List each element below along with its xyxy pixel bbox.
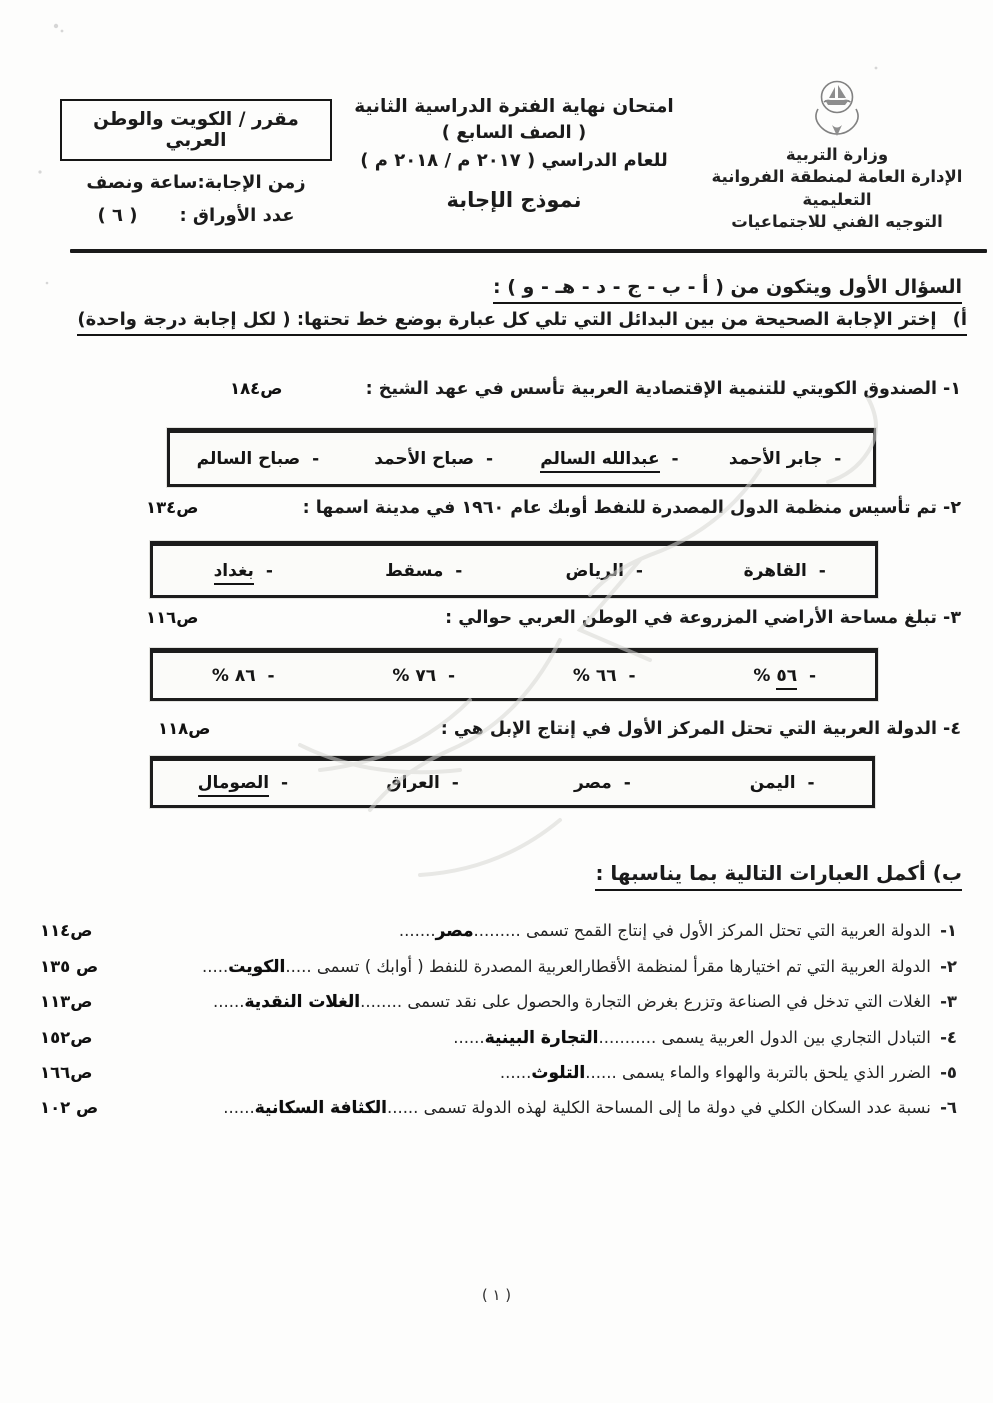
option-dash: - <box>629 560 643 581</box>
papers-count-value: ( ٦ ) <box>97 205 138 226</box>
exam-title-line: امتحان نهاية الفترة الدراسية الثانية <box>354 96 674 117</box>
section1-title-text: السؤال الأول ويتكون من ( أ - ب - ج - د - هـ - و ) : <box>493 276 962 304</box>
options-box <box>150 648 878 701</box>
item-answer: الغلات النقدية <box>244 992 361 1012</box>
option-label: مصر <box>573 773 612 793</box>
item-number: ٤- <box>940 1028 957 1047</box>
option-label: ٨٦ <box>234 665 256 686</box>
option-dash: - <box>442 665 456 686</box>
item-answer: التلوث <box>531 1063 586 1083</box>
blank-dots: ...... <box>386 1098 419 1117</box>
page-reference: ص١١٣ <box>40 992 93 1011</box>
grade-line: ( الصف السابع ) <box>441 122 587 143</box>
page-reference: ص١٥٢ <box>40 1028 93 1047</box>
part-a-label: أ) <box>952 309 967 330</box>
item-number: ٣- <box>940 992 957 1011</box>
options-box <box>150 756 875 808</box>
blank-dots: ..... <box>285 957 312 976</box>
part-a-instruction-text: إختر الإجابة الصحيحة من بين البدائل التي تلي كل عبارة بوضع خط تحتها: ( لكل إجابة درجة واحدة) <box>77 309 937 330</box>
option <box>212 666 275 686</box>
option-dash: - <box>801 773 815 793</box>
option-label: مسقط <box>385 560 444 581</box>
ministry-supervision: التوجيه الفني للاجتماعيات <box>731 211 943 231</box>
completion-item <box>40 1028 957 1048</box>
item-statement: الدولة العربية التي تم اختيارها مقرأ لمنظمة الأقطارالعربية المصدرة للنفط ( أوابك ) تسمى <box>311 957 937 976</box>
page-reference: ص١١٤ <box>40 921 93 940</box>
item-answer: الكويت <box>228 957 286 977</box>
completion-item <box>40 1098 957 1118</box>
completion-item-text <box>202 957 957 977</box>
option <box>574 773 631 793</box>
option <box>392 666 455 686</box>
option-suffix: % <box>753 665 777 686</box>
page-reference: ص١٦٦ <box>40 1063 93 1082</box>
blank-dots: ......... <box>473 921 521 940</box>
option <box>573 666 636 686</box>
option-correct-answer <box>214 561 273 581</box>
option-suffix: % <box>392 665 416 686</box>
option-dash: - <box>812 560 826 581</box>
question-text: ١- الصندوق الكويتي للتنمية الإقتصادية العربية تأسس في عهد الشيخ : <box>365 379 961 399</box>
item-number: ٥- <box>940 1063 957 1082</box>
option-dash: - <box>665 448 679 469</box>
page-reference: ص ١٠٢ <box>40 1098 99 1117</box>
blank-dots: ..... <box>202 957 229 976</box>
option-dash: - <box>445 773 459 793</box>
option-correct-answer <box>540 449 678 469</box>
option-dash: - <box>828 448 842 469</box>
option-dash: - <box>480 448 494 469</box>
course-name-box: مقرر / الكويت والوطن العربي <box>60 99 332 161</box>
item-statement: التبادل التجاري بين الدول العربية يسمى <box>656 1028 937 1047</box>
completion-item-text <box>500 1063 957 1083</box>
completion-item <box>40 992 957 1012</box>
option-dash: - <box>622 665 636 686</box>
option-label: ٥٦ <box>776 666 797 690</box>
course-header-block <box>60 99 332 226</box>
item-number: ٢- <box>940 957 957 976</box>
mcq-question-line <box>146 608 961 628</box>
school-year-line: للعام الدراسي ( ٢٠١٧ م / ٢٠١٨ م ) <box>360 150 668 171</box>
completion-item <box>40 921 957 941</box>
options-box <box>167 428 876 487</box>
ministry-header-block <box>691 76 983 233</box>
option-dash: - <box>449 560 463 581</box>
part-a-instruction <box>77 309 967 336</box>
option-label: ٧٦ <box>415 665 437 686</box>
page-reference: ص ١٣٥ <box>40 957 99 976</box>
option <box>374 449 493 469</box>
exam-title-block <box>318 96 710 212</box>
completion-item-text <box>453 1028 957 1048</box>
item-statement: الدولة العربية التي تحتل المركز الأول في إنتاج القمح تسمى <box>520 921 937 940</box>
blank-dots: ...... <box>499 1063 532 1082</box>
item-answer: مصر <box>435 921 474 941</box>
page-reference: ص١١٦ <box>146 608 199 627</box>
option <box>566 561 643 581</box>
page-reference: ص١٨٤ <box>230 379 283 398</box>
completion-item-text <box>213 992 957 1012</box>
option-dash: - <box>261 665 275 686</box>
section1-title <box>493 276 962 304</box>
mcq-question-line <box>146 498 961 518</box>
kuwait-emblem-icon <box>808 76 866 138</box>
blank-dots: ....... <box>398 921 436 940</box>
option-label: الرياض <box>565 560 624 581</box>
option-label: العراق <box>386 773 440 793</box>
option <box>744 561 826 581</box>
completion-item-text <box>399 921 957 941</box>
item-answer: الكثافة السكانية <box>254 1098 387 1118</box>
option <box>197 449 320 469</box>
blank-dots: ........... <box>598 1028 657 1047</box>
mcq-question-line <box>230 379 961 399</box>
header-divider-line <box>70 249 987 253</box>
blank-dots: ...... <box>453 1028 485 1047</box>
option-dash: - <box>259 560 273 581</box>
completion-item <box>40 1063 957 1083</box>
option-label: ٦٦ <box>595 665 617 686</box>
item-statement: نسبة عدد السكان الكلي في دولة ما إلى المساحة الكلية لهذه الدولة تسمى <box>418 1098 937 1117</box>
options-box <box>150 541 878 598</box>
page-reference: ص١٣٤ <box>146 498 199 517</box>
item-statement: الغلات التي تدخل في الصناعة وتزرع بغرض التجارة والحصول على نقد تسمى <box>402 992 937 1011</box>
option-label: عبدالله السالم <box>540 449 659 473</box>
blank-dots: ...... <box>585 1063 617 1082</box>
answer-model-title: نموذج الإجابة <box>446 188 582 212</box>
blank-dots: ........ <box>360 992 403 1011</box>
item-number: ٦- <box>940 1098 957 1117</box>
question-text: ٤- الدولة العربية التي تحتل المركز الأول في إنتاج الإبل هي : <box>440 719 961 739</box>
mcq-question-line <box>158 719 961 739</box>
blank-dots: ...... <box>223 1098 255 1117</box>
item-answer: التجارة البينية <box>484 1028 599 1048</box>
option-correct-answer <box>198 773 288 793</box>
option <box>729 449 841 469</box>
section-b-title <box>595 861 962 891</box>
completion-item-text <box>223 1098 957 1118</box>
option-label: جابر الأحمد <box>728 448 823 469</box>
option-dash: - <box>803 665 817 686</box>
page-number: ( ١ ) <box>481 1286 512 1304</box>
option <box>385 561 462 581</box>
question-text: ٢- تم تأسيس منظمة الدول المصدرة للنفط أوبك عام ١٩٦٠ في مدينة اسمها : <box>302 498 961 518</box>
option-label: القاهرة <box>743 560 807 581</box>
option-suffix: % <box>572 665 596 686</box>
item-number: ١- <box>940 921 957 940</box>
option <box>750 773 815 793</box>
option-dash: - <box>306 448 320 469</box>
option-dash: - <box>275 773 289 793</box>
option-dash: - <box>617 773 631 793</box>
ministry-directorate: الإدارة العامة لمنطقة الفروانية <box>711 167 963 187</box>
question-text: ٣- تبلغ مساحة الأراضي المزروعة في الوطن العربي حوالي : <box>445 608 961 628</box>
option-suffix: % <box>211 665 235 686</box>
option-correct-answer <box>753 666 816 686</box>
option-label: بغداد <box>214 561 254 585</box>
papers-count-label: عدد الأوراق : <box>179 205 295 226</box>
completion-item <box>40 957 957 977</box>
item-statement: الضرر الذي يلحق بالتربة والهواء والماء يسمى <box>616 1063 937 1082</box>
option-label: صباح الأحمد <box>374 448 475 469</box>
page-reference: ص١١٨ <box>158 719 211 738</box>
answer-time-label: زمن الإجابة:ساعة ونصف <box>86 172 306 193</box>
ministry-directorate-2: التعليمية <box>802 189 872 209</box>
option-label: اليمن <box>749 773 796 793</box>
option-label: الصومال <box>198 773 269 797</box>
option <box>386 773 458 793</box>
section-b-title-text: ب) أكمل العبارات التالية بما يناسبها : <box>595 861 962 891</box>
papers-count-row <box>60 205 332 226</box>
option-label: صباح السالم <box>196 448 301 469</box>
blank-dots: ...... <box>213 992 245 1011</box>
ministry-name: وزارة التربية <box>785 145 889 164</box>
